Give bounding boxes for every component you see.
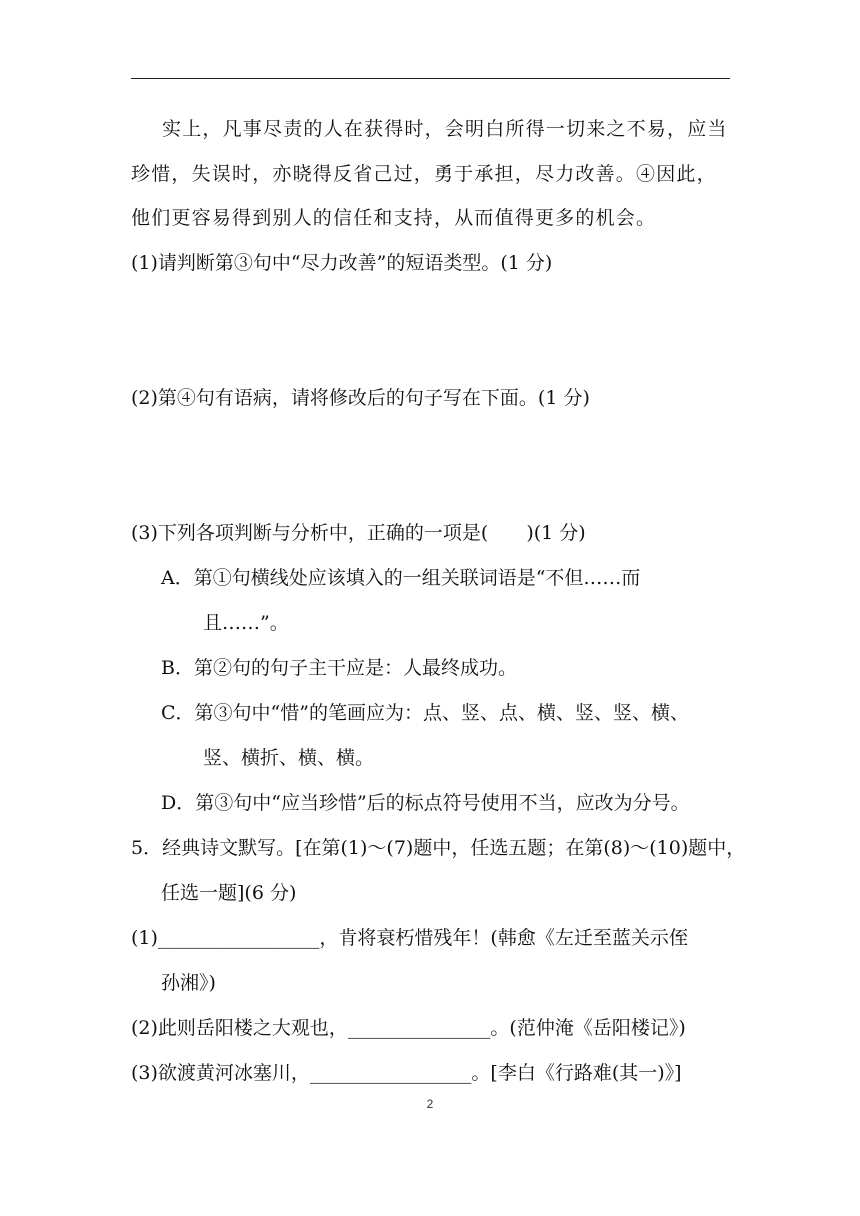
passage-line-2: 珍惜，失误时，亦晓得反省己过，勇于承担，尽力改善。④因此，: [131, 163, 717, 185]
page-number: 2: [426, 1097, 434, 1111]
question-4-3: (3)下列各项判断与分析中，正确的一项是( )(1 分): [131, 522, 586, 544]
option-a-line-1: A．第①句横线处应该填入的一组关联词语是“不但……而: [161, 567, 641, 589]
question-5-heading-line-2: 任选一题](6 分): [161, 882, 297, 904]
passage-line-1: 实上，凡事尽责的人在获得时，会明白所得一切来之不易，应当: [162, 118, 728, 140]
option-d: D．第③句中“应当珍惜”后的标点符号使用不当，应改为分号。: [161, 792, 690, 814]
option-c-line-2: 竖、横折、横、横。: [203, 747, 375, 769]
option-a-line-2: 且……”。: [203, 612, 289, 634]
option-b: B．第②句的句子主干应是：人最终成功。: [161, 657, 517, 679]
question-5-heading-line-1: 5．经典诗文默写。[在第(1)～(7)题中，任选五题；在第(8)～(10)题中，: [131, 837, 746, 859]
question-5-item-2: (2)此则岳阳楼之大观也，_______________。(范仲淹《岳阳楼记》): [131, 1017, 686, 1039]
passage-line-3: 他们更容易得到别人的信任和支持，从而值得更多的机会。: [131, 207, 657, 229]
question-5-item-3: (3)欲渡黄河冰塞川，_________________。[李白《行路难(其一)》]: [131, 1062, 682, 1084]
header-rule: [131, 78, 730, 79]
option-c-line-1: C．第③句中“惜”的笔画应为：点、竖、点、横、竖、竖、横、: [161, 702, 689, 724]
question-5-item-1-line-1: (1)_________________，肯将衰朽惜残年！(韩愈《左迁至蓝关示侄: [131, 927, 688, 949]
question-4-1: (1)请判断第③句中“尽力改善”的短语类型。(1 分): [131, 252, 553, 274]
question-5-item-1-line-2: 孙湘》): [161, 972, 216, 994]
question-4-2: (2)第④句有语病，请将修改后的句子写在下面。(1 分): [131, 387, 590, 409]
